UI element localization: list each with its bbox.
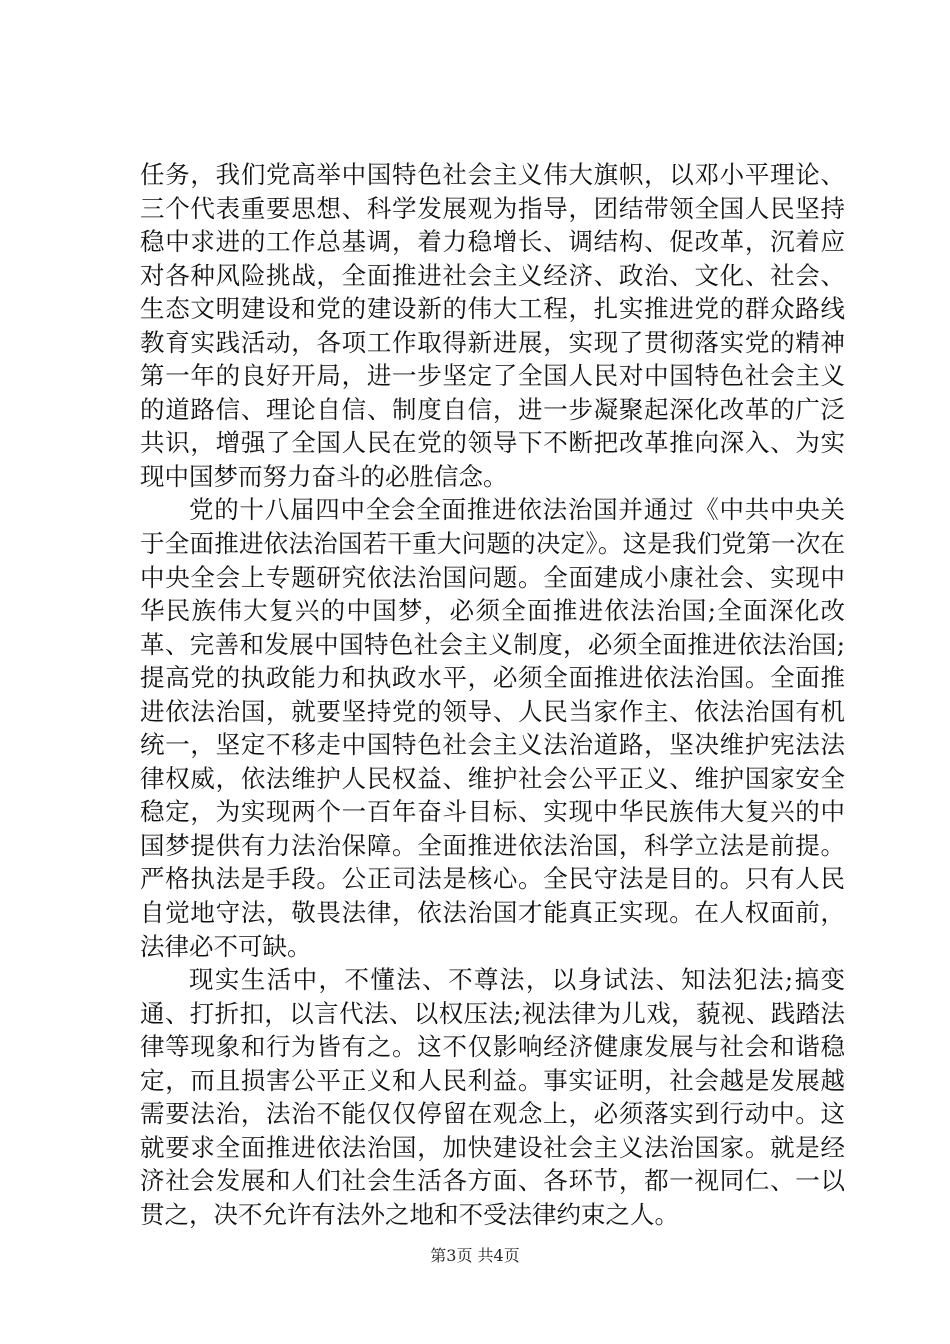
paragraph-3: 现实生活中，不懂法、不尊法，以身试法、知法犯法;搞变通、打折扣，以言代法、以权压法;视法律为儿戏，藐视、践踏法律等现象和行为皆有之。这不仅影响经济健康发展与社会和谐稳定，而且损害公平正义和人民利益。事实证明，社会越是发展越需要法治，法治不能仅仅停留在观念上，必须落实到行动中。这就要求全面推进依法治国，加快建设社会主义法治国家。就是经济社会发展和人们社会生活各方面、各环节，都一视同仁、一以贯之，决不允许有法外之地和不受法律约束之人。 [140, 965, 845, 1229]
paragraph-2: 党的十八届四中全会全面推进依法治国并通过《中共中央关于全面推进依法治国若干重大问题的决定》。这是我们党第一次在中央全会上专题研究依法治国问题。全面建成小康社会、实现中华民族伟大复兴的中国梦，必须全面推进依法治国;全面深化改革、完善和发展中国特色社会主义制度，必须全面推进依法治国;提高党的执政能力和执政水平，必须全面推进依法治国。全面推进依法治国，就要坚持党的领导、人民当家作主、依法治国有机统一，坚定不移走中国特色社会主义法治道路，坚决维护宪法法律权威，依法维护人民权益、维护社会公平正义、维护国家安全稳定，为实现两个一百年奋斗目标、实现中华民族伟大复兴的中国梦提供有力法治保障。全面推进依法治国，科学立法是前提。严格执法是手段。公正司法是核心。全民守法是目的。只有人民自觉地守法，敬畏法律，依法治国才能真正实现。在人权面前，法律必不可缺。 [140, 495, 845, 961]
page-footer: 第3页 共4页 [430, 1246, 520, 1265]
document-body [140, 158, 845, 1232]
paragraph-1: 任务，我们党高举中国特色社会主义伟大旗帜，以邓小平理论、三个代表重要思想、科学发展观为指导，团结带领全国人民坚持稳中求进的工作总基调，着力稳增长、调结构、促改革，沉着应对各种风险挑战，全面推进社会主义经济、政治、文化、社会、生态文明建设和党的建设新的伟大工程，扎实推进党的群众路线教育实践活动，各项工作取得新进展，实现了贯彻落实党的精神第一年的良好开局，进一步坚定了全国人民对中国特色社会主义的道路信、理论自信、制度自信，进一步凝聚起深化改革的广泛共识，增强了全国人民在党的领导下不断把改革推向深入、为实现中国梦而努力奋斗的必胜信念。 [140, 160, 845, 491]
